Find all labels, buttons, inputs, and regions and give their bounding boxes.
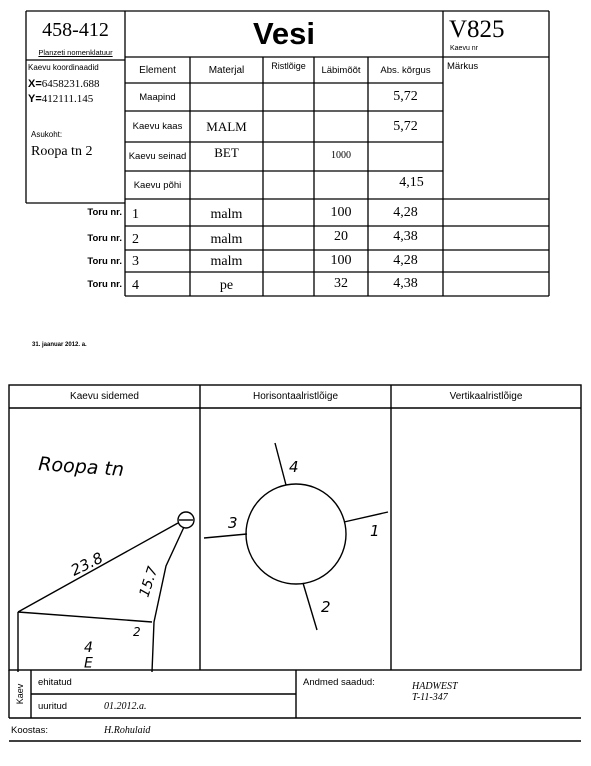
- pipe-material: pe: [219, 278, 234, 293]
- col-title-horizontal: Horisontaalristlõige: [252, 391, 339, 402]
- header-material: Materjal: [208, 64, 245, 76]
- location-value: Roopa tn 2: [31, 144, 93, 159]
- pipe-diameter: 32: [334, 276, 348, 291]
- pipe-no: 1: [132, 206, 139, 222]
- pipe-1-label: 1: [370, 522, 380, 540]
- surveyed-label: uuritud: [38, 700, 68, 712]
- element-cell: Kaevu seinad: [128, 151, 187, 162]
- surveyed-value: 01.2012.a.: [104, 700, 147, 712]
- pipe-diameter: 100: [330, 204, 352, 220]
- elevation-cell: 4,15: [399, 175, 424, 190]
- pipe-elevation: 4,28: [393, 253, 418, 268]
- header-elevation: Abs. kõrgus: [380, 64, 431, 76]
- street-note: Roopa tn: [37, 453, 125, 481]
- x-label: X=: [28, 78, 42, 90]
- pipe-no: 2: [132, 232, 139, 247]
- nomenclature-label: Planzeti nomenklatuur: [38, 47, 113, 57]
- built-label: ehitatud: [38, 676, 72, 688]
- author-value: H.Rohulaid: [104, 724, 151, 736]
- col-title-links: Kaevu sidemed: [70, 391, 139, 402]
- kaev-side-label: Kaev: [15, 683, 25, 705]
- coords-label: Kaevu koordinaadid: [28, 62, 99, 72]
- pipe-3-label: 3: [228, 514, 238, 532]
- pipe-material: malm: [210, 254, 243, 269]
- source-value-1: HADWEST: [412, 680, 458, 692]
- pipe-no: 4: [132, 278, 139, 293]
- material-cell: MALM: [206, 118, 247, 134]
- page-title: Vesi: [252, 16, 316, 51]
- elevation-cell: 5,72: [393, 118, 418, 134]
- pipe-label: Toru nr.: [87, 232, 122, 244]
- location-label: Asukoht:: [31, 129, 63, 139]
- pipe-2-label: 2: [321, 598, 331, 616]
- pipe-4-label: 4: [289, 458, 299, 476]
- pipe-diameter: 100: [330, 253, 352, 268]
- diameter-cell: 1000: [331, 149, 351, 161]
- material-cell: BET: [214, 145, 239, 160]
- pipe-material: malm: [210, 206, 243, 222]
- pipe-material: malm: [210, 232, 243, 247]
- built-value: [104, 674, 224, 690]
- element-cell: Kaevu põhi: [133, 179, 182, 191]
- source-label: Andmed saadud:: [303, 676, 375, 688]
- pipe-label: Toru nr.: [87, 207, 122, 218]
- y-label: Y=: [28, 93, 42, 105]
- header-section: Ristlõige: [271, 61, 306, 71]
- house-number: 2: [133, 625, 141, 639]
- pipe-diameter: 20: [334, 229, 348, 244]
- distance-short-label: 15.7: [136, 564, 162, 600]
- col-title-vertical: Vertikaalristlõige: [449, 391, 523, 402]
- source-value-2: T-11-347: [412, 691, 448, 703]
- well-no-label: Kaevu nr: [450, 44, 479, 52]
- pipe-elevation: 4,28: [393, 204, 418, 220]
- nomenclature-value: 458-412: [42, 18, 109, 41]
- element-cell: Maapind: [139, 91, 176, 103]
- header-diameter: Läbimõõt: [321, 64, 361, 76]
- pipe-label: Toru nr.: [87, 278, 122, 290]
- distance-long-label: 23.8: [67, 548, 106, 580]
- pipe-elevation: 4,38: [393, 229, 418, 244]
- header-element: Element: [139, 64, 176, 76]
- pipe-elevation: 4,38: [393, 276, 418, 291]
- y-value: 412111.145: [41, 93, 94, 105]
- x-value: 6458231.688: [41, 78, 100, 90]
- pipe-no: 3: [132, 254, 139, 269]
- element-cell: Kaevu kaas: [132, 121, 183, 132]
- elevation-cell: 5,72: [393, 89, 418, 104]
- header-notes: Märkus: [447, 60, 479, 72]
- document-date: 31. jaanuar 2012. a.: [32, 342, 87, 348]
- pipe-label: Toru nr.: [87, 255, 122, 267]
- house-mark: 4 E: [84, 640, 93, 672]
- well-no-value: V825: [449, 16, 505, 43]
- author-label: Koostas:: [11, 724, 48, 736]
